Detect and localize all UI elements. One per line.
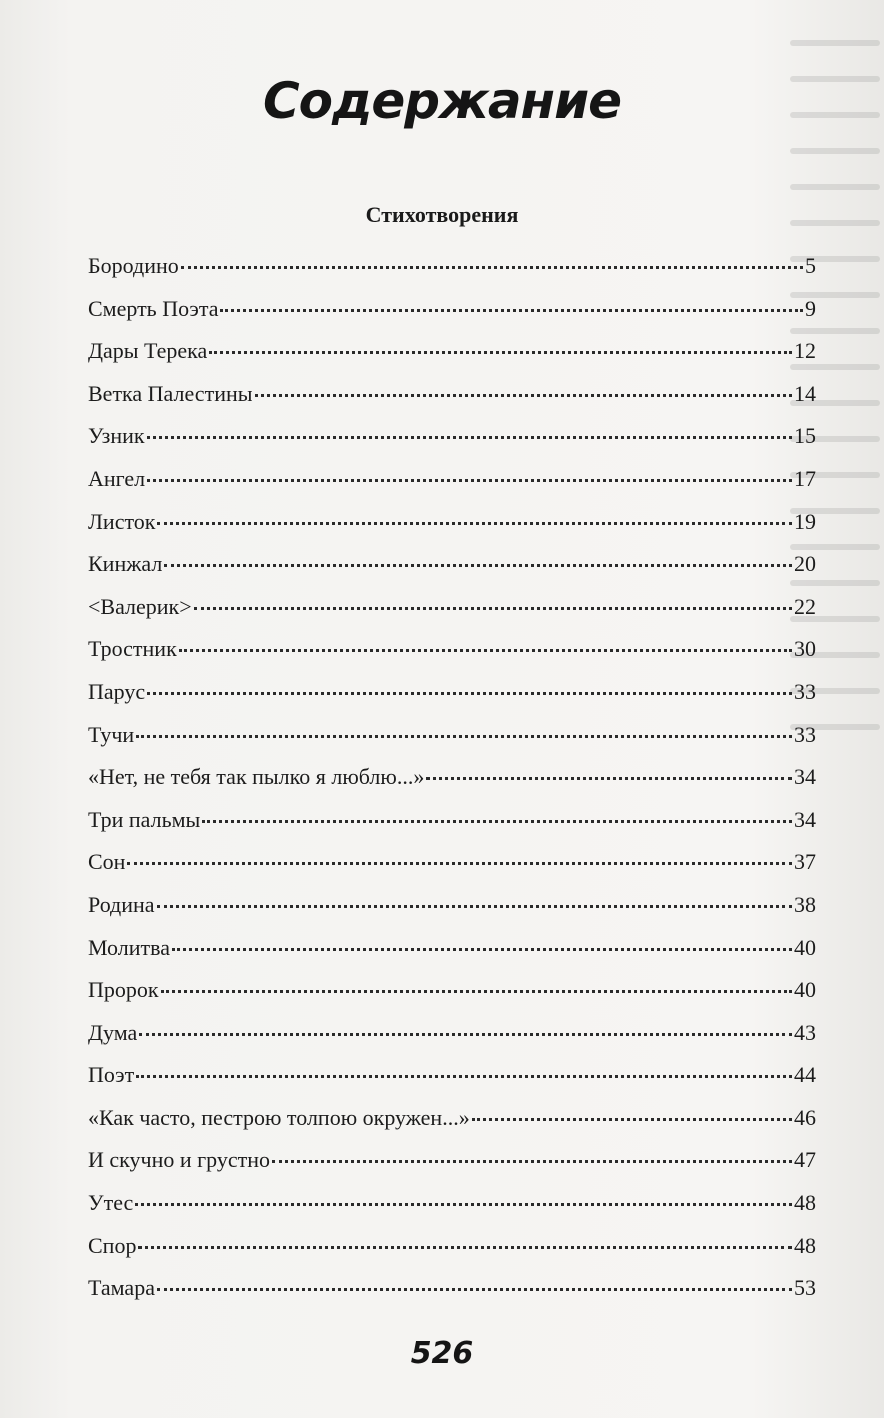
- dot-leader: [127, 861, 792, 865]
- toc-entry-page: 15: [794, 423, 816, 449]
- dot-leader: [136, 734, 792, 738]
- toc-entry-title: И скучно и грустно: [88, 1147, 271, 1173]
- toc-entry: [88, 330, 816, 373]
- toc-entry-title: Молитва: [88, 934, 170, 960]
- toc-entry: [88, 969, 816, 1012]
- toc-entry-page: 40: [794, 934, 816, 960]
- toc-entry-title: Сон: [88, 849, 126, 875]
- toc-entry-title: Узник: [88, 423, 145, 449]
- toc-entry: [88, 799, 816, 842]
- page-number: 526: [410, 1336, 474, 1371]
- toc-entry: [88, 927, 816, 970]
- toc-entry-title: Парус: [88, 678, 146, 704]
- toc-entry: [88, 586, 816, 629]
- toc-entry-page: 17: [794, 465, 816, 491]
- toc-entry-page: 37: [794, 849, 816, 875]
- toc-entry-page: 34: [794, 806, 816, 832]
- toc-entry-page: 38: [794, 891, 816, 917]
- toc-entry: [88, 458, 816, 501]
- toc-entry: [88, 884, 816, 927]
- toc-entry-title: Дума: [88, 1019, 138, 1045]
- dot-leader: [272, 1159, 792, 1163]
- dot-leader: [157, 904, 792, 908]
- toc-entry: [88, 671, 816, 714]
- toc-entry-title: Ангел: [88, 465, 146, 491]
- dot-leader: [147, 691, 792, 695]
- toc-entry: [88, 245, 816, 288]
- toc-entry-title: Дары Терека: [88, 338, 208, 364]
- toc-entry-title: <Валерик>: [88, 593, 192, 619]
- toc-entry-page: 40: [794, 977, 816, 1003]
- dot-leader: [161, 989, 792, 993]
- toc-entry-title: Тамара: [88, 1275, 155, 1301]
- dot-leader: [139, 1032, 792, 1036]
- dot-leader: [194, 606, 792, 610]
- toc-entry-title: Тучи: [88, 721, 135, 747]
- dot-leader: [157, 521, 792, 525]
- dot-leader: [147, 478, 792, 482]
- toc-entry-page: 22: [794, 593, 816, 619]
- toc-entry-title: Утес: [88, 1190, 134, 1216]
- dot-leader: [138, 1245, 792, 1249]
- toc-entry: [88, 373, 816, 416]
- dot-leader: [209, 350, 792, 354]
- toc-entry-page: 43: [794, 1019, 816, 1045]
- toc-entry: [88, 1139, 816, 1182]
- toc-entry-title: Поэт: [88, 1062, 135, 1088]
- dot-leader: [220, 308, 803, 312]
- dot-leader: [157, 1287, 792, 1291]
- toc-entry-page: 44: [794, 1062, 816, 1088]
- toc-entry-title: Пророк: [88, 977, 159, 1003]
- toc-entry: [88, 1097, 816, 1140]
- toc-entry: [88, 756, 816, 799]
- toc-entry: [88, 501, 816, 544]
- toc-entry: [88, 1225, 816, 1268]
- dot-leader: [426, 776, 792, 780]
- toc-entry: [88, 543, 816, 586]
- toc-entry-page: 20: [794, 551, 816, 577]
- dot-leader: [135, 1202, 792, 1206]
- dot-leader: [181, 265, 803, 269]
- dot-leader: [172, 947, 792, 951]
- dot-leader: [255, 393, 792, 397]
- dot-leader: [164, 563, 792, 567]
- toc-entry-page: 47: [794, 1147, 816, 1173]
- toc-entry-page: 48: [794, 1232, 816, 1258]
- dot-leader: [202, 819, 792, 823]
- toc-entry-page: 33: [794, 678, 816, 704]
- toc-entry: [88, 1054, 816, 1097]
- toc-entry-page: 34: [794, 764, 816, 790]
- page-title: Содержание: [262, 72, 622, 130]
- dot-leader: [136, 1074, 792, 1078]
- toc-entry-page: 33: [794, 721, 816, 747]
- toc-entry-page: 46: [794, 1104, 816, 1130]
- toc-entry-title: Родина: [88, 891, 155, 917]
- toc-entry-page: 48: [794, 1190, 816, 1216]
- toc-entry-title: «Нет, не тебя так пылко я люблю...»: [88, 764, 425, 790]
- toc-entry-title: Три пальмы: [88, 806, 201, 832]
- toc-entry-title: Тростник: [88, 636, 177, 662]
- toc-entry: [88, 1267, 816, 1310]
- dot-leader: [472, 1117, 792, 1121]
- toc-entry-page: 9: [805, 295, 816, 321]
- toc-entry: [88, 628, 816, 671]
- toc-entry-page: 30: [794, 636, 816, 662]
- toc-entry: [88, 714, 816, 757]
- toc-entry-title: Смерть Поэта: [88, 295, 219, 321]
- toc-entry-page: 14: [794, 380, 816, 406]
- toc-entry-title: Листок: [88, 508, 156, 534]
- toc-entry-page: 53: [794, 1275, 816, 1301]
- toc-entry-title: «Как часто, пестрою толпою окружен...»: [88, 1104, 470, 1130]
- toc-entry-page: 12: [794, 338, 816, 364]
- toc-entry: [88, 415, 816, 458]
- toc-entry-page: 19: [794, 508, 816, 534]
- dot-leader: [179, 648, 792, 652]
- toc-entry: [88, 1182, 816, 1225]
- toc-entry-title: Кинжал: [88, 551, 163, 577]
- toc-entry: [88, 1012, 816, 1055]
- toc-entry-page: 5: [805, 253, 816, 278]
- toc-entry-title: Бородино: [88, 253, 179, 278]
- toc-entry-title: Спор: [88, 1232, 137, 1258]
- toc-entry: [88, 288, 816, 331]
- table-of-contents: [88, 245, 816, 1310]
- toc-entry: [88, 841, 816, 884]
- section-heading: Стихотворения: [365, 202, 519, 227]
- dot-leader: [147, 435, 792, 439]
- toc-entry-title: Ветка Палестины: [88, 380, 253, 406]
